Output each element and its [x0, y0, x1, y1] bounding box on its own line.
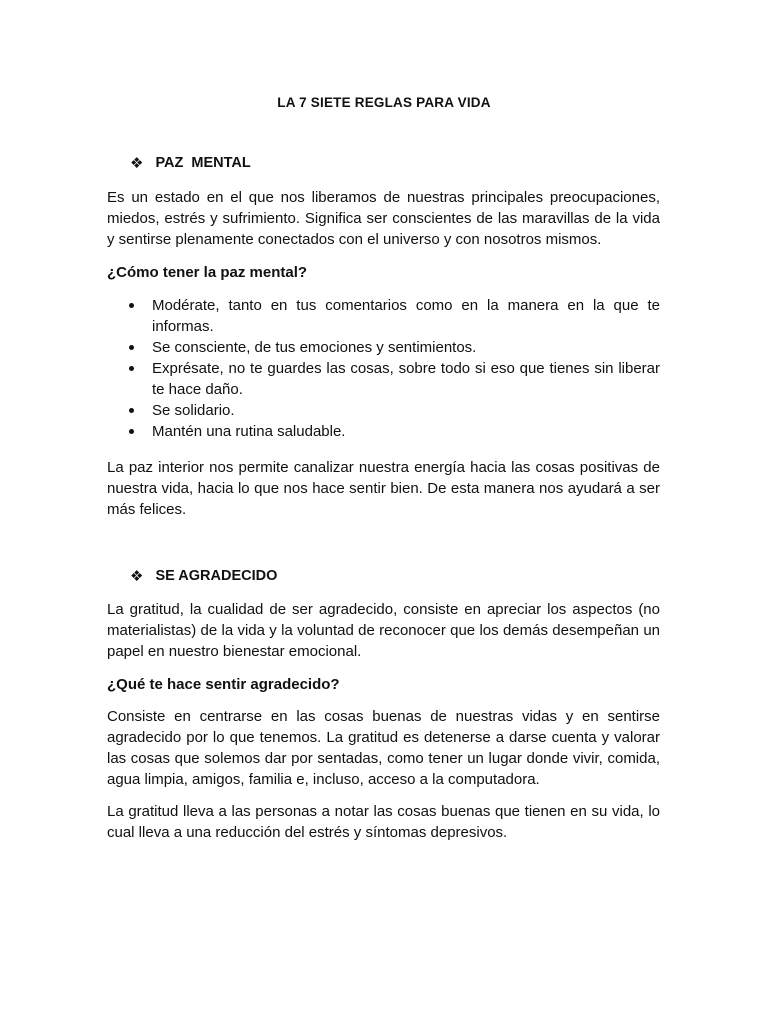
round-bullet-icon [129, 366, 134, 371]
section-heading-se-agradecido [130, 566, 277, 587]
list-item [107, 358, 660, 400]
list-item [107, 295, 660, 337]
section-heading-paz-mental [130, 153, 251, 174]
document-title: LA 7 SIETE REGLAS PARA VIDA [277, 95, 491, 110]
se-agradecido-closing: La gratitud lleva a las personas a notar las cosas buenas que tienen en su vida, lo cual lleva a una reducción del estrés y síntomas depresivos. [107, 803, 660, 841]
list-item-text: Se solidario. [152, 402, 235, 419]
round-bullet-icon [129, 408, 134, 413]
section-heading-label: PAZ MENTAL [155, 155, 251, 171]
list-item [107, 337, 660, 358]
paz-mental-closing: La paz interior nos permite canalizar nuestra energía hacia las cosas positivas de nuestra vida, hacia lo que nos hace sentir bien. De esta manera nos ayudará a ser más felices. [107, 459, 660, 518]
diamond-bullet-icon: ❖ [130, 568, 144, 585]
list-item [107, 421, 660, 442]
list-item-text: Mantén una rutina saludable. [152, 423, 346, 440]
list-item-text: Exprésate, no te guardes las cosas, sobre todo si eso que tienes sin liberar te hace daño. [152, 360, 660, 398]
diamond-bullet-icon: ❖ [130, 155, 144, 172]
se-agradecido-answer: Consiste en centrarse en las cosas buenas de nuestras vidas y en sentirse agradecido por lo que tenemos. La gratitud es detenerse a darse cuenta y valorar las cosas que solemos dar por sentadas, como tener un lugar donde vivir, comida, agua limpia, amigos, familia e, incluso, acceso a la computadora. [107, 708, 660, 788]
list-item-text: Modérate, tanto en tus comentarios como en la manera en la que te informas. [152, 297, 660, 335]
se-agradecido-question: ¿Qué te hace sentir agradecido? [107, 676, 340, 693]
round-bullet-icon [129, 303, 134, 308]
round-bullet-icon [129, 345, 134, 350]
paz-mental-intro: Es un estado en el que nos liberamos de nuestras principales preocupaciones, miedos, estrés y sufrimiento. Significa ser conscientes de las maravillas de la vida y sentirse plenamente conectados con el universo y con nosotros mismos. [107, 189, 660, 248]
round-bullet-icon [129, 429, 134, 434]
se-agradecido-intro: La gratitud, la cualidad de ser agradecido, consiste en apreciar los aspectos (no materialistas) de la vida y la voluntad de reconocer que los demás desempeñan un papel en nuestro bienestar emocional. [107, 601, 660, 660]
list-item [107, 400, 660, 421]
paz-mental-list [107, 295, 660, 442]
section-heading-label: SE AGRADECIDO [155, 568, 278, 584]
paz-mental-question: ¿Cómo tener la paz mental? [107, 264, 308, 281]
list-item-text: Se consciente, de tus emociones y sentimientos. [152, 339, 477, 356]
